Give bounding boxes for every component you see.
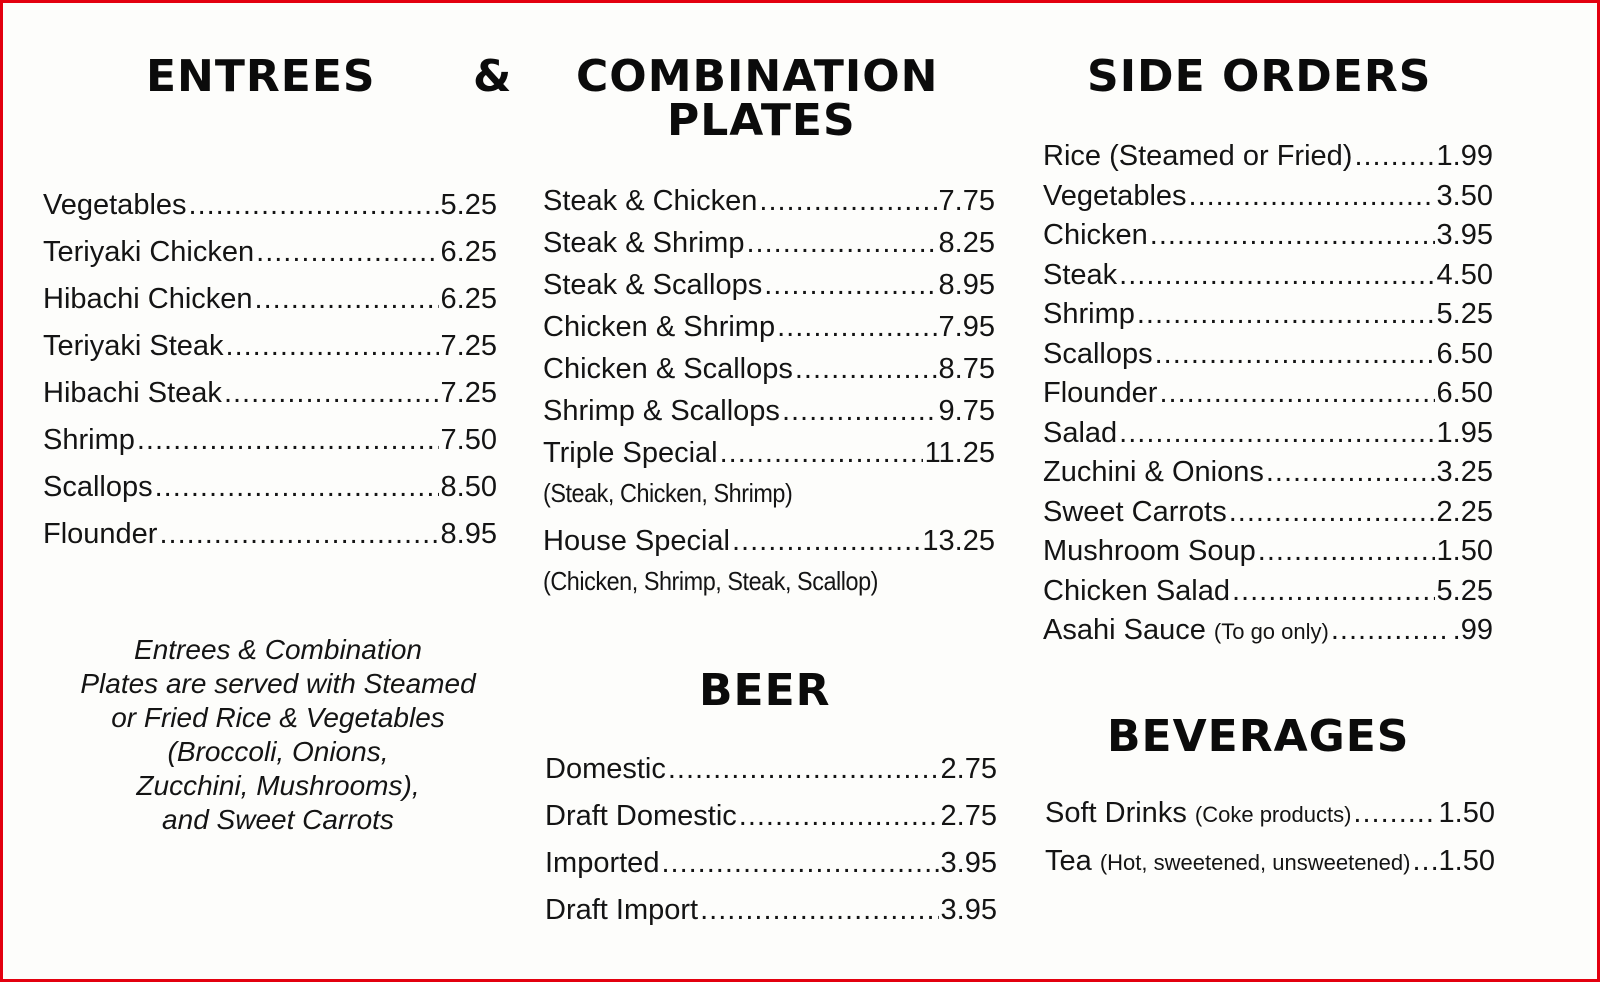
- item-name: Imported: [545, 847, 660, 879]
- leader-dots: [746, 222, 936, 264]
- item-price: 7.95: [938, 311, 995, 343]
- leader-dots: [155, 464, 439, 511]
- item-price: 1.50: [1438, 797, 1495, 829]
- beer-list: [545, 746, 997, 934]
- side-orders-list: [1043, 137, 1493, 652]
- item-name: Draft Import: [545, 894, 699, 926]
- heading-entrees: ENTREES: [146, 51, 376, 102]
- menu-item: [545, 840, 997, 887]
- item-name: Shrimp: [1043, 298, 1135, 330]
- item-name: Domestic: [545, 753, 666, 785]
- item-price: 2.75: [940, 753, 997, 785]
- item-name: Scallops: [43, 471, 153, 503]
- menu-item: [1043, 177, 1493, 217]
- leader-dots: [1229, 493, 1435, 533]
- item-price: 6.50: [1436, 377, 1493, 409]
- menu-item: [1043, 256, 1493, 296]
- leader-dots: [739, 793, 939, 840]
- leader-dots: [1258, 532, 1435, 572]
- item-price: 8.50: [440, 471, 497, 503]
- item-name: Steak & Scallops: [543, 269, 763, 301]
- item-name: Mushroom Soup: [1043, 535, 1256, 567]
- item-note: (Coke products): [1194, 802, 1352, 827]
- leader-dots: [255, 276, 439, 323]
- menu-item: [543, 432, 995, 510]
- note-line: Entrees & Combination: [134, 634, 422, 665]
- menu-item: [545, 793, 997, 840]
- menu-item: [43, 276, 497, 323]
- leader-dots: [1155, 335, 1435, 375]
- note-line: and Sweet Carrots: [162, 804, 394, 835]
- leader-dots: [1150, 216, 1435, 256]
- item-name: Flounder: [43, 518, 158, 550]
- item-price: 2.75: [940, 800, 997, 832]
- item-price: 7.25: [440, 377, 497, 409]
- menu-item: [1045, 838, 1495, 886]
- leader-dots: [700, 887, 938, 934]
- item-price: 6.25: [440, 283, 497, 315]
- item-name-text: Soft Drinks: [1045, 797, 1187, 829]
- leader-dots: [782, 390, 937, 432]
- menu-item: [543, 390, 995, 432]
- leader-dots: [256, 229, 438, 276]
- leader-dots: [732, 520, 920, 562]
- item-name: Sweet Carrots: [1043, 495, 1227, 528]
- item-name: Chicken & Shrimp: [543, 311, 776, 343]
- heading-side-orders: SIDE ORDERS: [1087, 51, 1432, 102]
- menu-item: [1043, 137, 1493, 177]
- menu-item: [1043, 532, 1493, 572]
- item-name: [1045, 838, 1410, 886]
- note-line: Plates are served with Steamed: [80, 668, 476, 699]
- item-price: 4.50: [1436, 258, 1493, 291]
- leader-dots: [1159, 374, 1434, 414]
- item-price: 1.50: [1438, 845, 1495, 877]
- item-price: 7.75: [938, 185, 995, 217]
- leader-dots: [1119, 256, 1434, 296]
- item-name: Chicken: [1043, 219, 1148, 251]
- heading-beer: BEER: [699, 665, 831, 716]
- heading-beverages: BEVERAGES: [1107, 711, 1410, 762]
- menu-item: [543, 520, 995, 598]
- item-name: Salad: [1043, 416, 1118, 449]
- menu-item: [43, 417, 497, 464]
- item-price: 8.25: [938, 227, 995, 259]
- item-note: (Chicken, Shrimp, Steak, Scallop): [543, 566, 878, 596]
- menu-item: [1043, 611, 1493, 652]
- menu-item: [43, 370, 497, 417]
- item-name: Rice (Steamed or Fried): [1043, 140, 1353, 172]
- item-note: (Steak, Chicken, Shrimp): [543, 478, 793, 508]
- menu-item: [1045, 790, 1495, 838]
- leader-dots: [1353, 790, 1436, 837]
- menu-item: [545, 746, 997, 793]
- item-price: 6.50: [1436, 337, 1493, 370]
- menu-item: [1043, 216, 1493, 256]
- item-price: 5.25: [1436, 298, 1493, 330]
- item-price: 1.50: [1436, 535, 1493, 567]
- item-price: 3.95: [1436, 219, 1493, 251]
- item-name: Triple Special: [543, 437, 718, 469]
- leader-dots: [1232, 572, 1435, 612]
- item-name: [1043, 611, 1329, 652]
- menu-item: [1043, 335, 1493, 375]
- item-name: Zuchini & Onions: [1043, 456, 1264, 488]
- item-price: .99: [1452, 614, 1493, 646]
- leader-dots: [137, 417, 439, 464]
- item-name: Flounder: [1043, 377, 1158, 409]
- item-name-text: Tea: [1045, 845, 1092, 877]
- item-price: 8.75: [938, 353, 995, 385]
- heading-plates: PLATES: [667, 95, 856, 146]
- leader-dots: [159, 511, 438, 558]
- item-price: 3.25: [1436, 456, 1493, 488]
- leader-dots: [764, 264, 936, 306]
- item-name: Scallops: [1043, 337, 1153, 370]
- item-name: Steak & Chicken: [543, 185, 758, 217]
- item-price: 6.25: [440, 236, 497, 268]
- item-price: 2.25: [1436, 495, 1493, 528]
- item-price: 3.50: [1436, 179, 1493, 212]
- beverages-list: [1045, 790, 1495, 886]
- leader-dots: [795, 348, 937, 390]
- item-name: Steak & Shrimp: [543, 227, 745, 259]
- menu-item: [1043, 493, 1493, 533]
- leader-dots: [1331, 611, 1451, 651]
- item-name: Teriyaki Chicken: [43, 236, 255, 268]
- item-price: 3.95: [940, 847, 997, 879]
- menu-item: [43, 182, 497, 229]
- menu-item: [543, 306, 995, 348]
- leader-dots: [759, 180, 936, 222]
- leader-dots: [1354, 137, 1434, 177]
- menu-item: [43, 464, 497, 511]
- leader-dots: [1137, 295, 1435, 335]
- item-name: House Special: [543, 525, 730, 557]
- item-name: Draft Domestic: [545, 800, 737, 832]
- item-name: Vegetables: [43, 189, 187, 221]
- leader-dots: [668, 746, 939, 793]
- item-name: Shrimp & Scallops: [543, 395, 780, 427]
- menu-item: [43, 511, 497, 558]
- menu-item: [1043, 572, 1493, 612]
- item-name: Hibachi Steak: [43, 377, 222, 409]
- leader-dots: [1412, 838, 1436, 885]
- item-name-text: Asahi Sauce: [1043, 614, 1206, 646]
- item-price: 7.25: [440, 330, 497, 362]
- item-price: 7.50: [440, 424, 497, 456]
- item-note: (Hot, sweetened, unsweetened): [1099, 850, 1411, 875]
- item-name: Chicken Salad: [1043, 574, 1230, 607]
- menu-item: [543, 264, 995, 306]
- item-name: [1045, 790, 1351, 838]
- item-name: Steak: [1043, 258, 1118, 291]
- item-price: 11.25: [924, 437, 995, 469]
- note-line: Zucchini, Mushrooms),: [136, 770, 420, 801]
- combination-list: [543, 180, 995, 598]
- item-name: Vegetables: [1043, 179, 1187, 212]
- item-price: 1.95: [1436, 416, 1493, 449]
- menu-item: [43, 323, 497, 370]
- item-note: (To go only): [1213, 619, 1329, 644]
- menu-item: [1043, 453, 1493, 493]
- leader-dots: [720, 432, 923, 474]
- item-name: Teriyaki Steak: [43, 330, 224, 362]
- menu-item: [543, 180, 995, 222]
- menu-item: [1043, 374, 1493, 414]
- leader-dots: [661, 840, 938, 887]
- item-name: Chicken & Scallops: [543, 353, 793, 385]
- entrees-list: [43, 182, 497, 558]
- leader-dots: [224, 370, 439, 417]
- note-line: or Fried Rice & Vegetables: [111, 702, 445, 733]
- menu-item: [1043, 414, 1493, 454]
- item-price: 5.25: [440, 189, 497, 221]
- item-price: 8.95: [938, 269, 995, 301]
- item-name: Shrimp: [43, 424, 135, 456]
- served-with-note: [43, 633, 513, 837]
- leader-dots: [1189, 177, 1435, 217]
- item-name: Hibachi Chicken: [43, 283, 253, 315]
- menu-item: [545, 887, 997, 934]
- menu-item: [1043, 295, 1493, 335]
- leader-dots: [189, 182, 439, 229]
- heading-combination: COMBINATION: [576, 51, 939, 102]
- leader-dots: [226, 323, 439, 370]
- heading-ampersand: &: [473, 51, 513, 102]
- note-line: (Broccoli, Onions,: [167, 736, 389, 767]
- menu-item: [543, 222, 995, 264]
- menu-item: [543, 348, 995, 390]
- item-price: 5.25: [1436, 574, 1493, 607]
- item-price: 9.75: [938, 395, 995, 427]
- leader-dots: [1266, 453, 1435, 493]
- menu-item: [43, 229, 497, 276]
- item-price: 13.25: [922, 525, 995, 557]
- item-price: 1.99: [1436, 140, 1493, 172]
- leader-dots: [777, 306, 936, 348]
- item-price: 8.95: [440, 518, 497, 550]
- item-price: 3.95: [940, 894, 997, 926]
- leader-dots: [1119, 414, 1434, 454]
